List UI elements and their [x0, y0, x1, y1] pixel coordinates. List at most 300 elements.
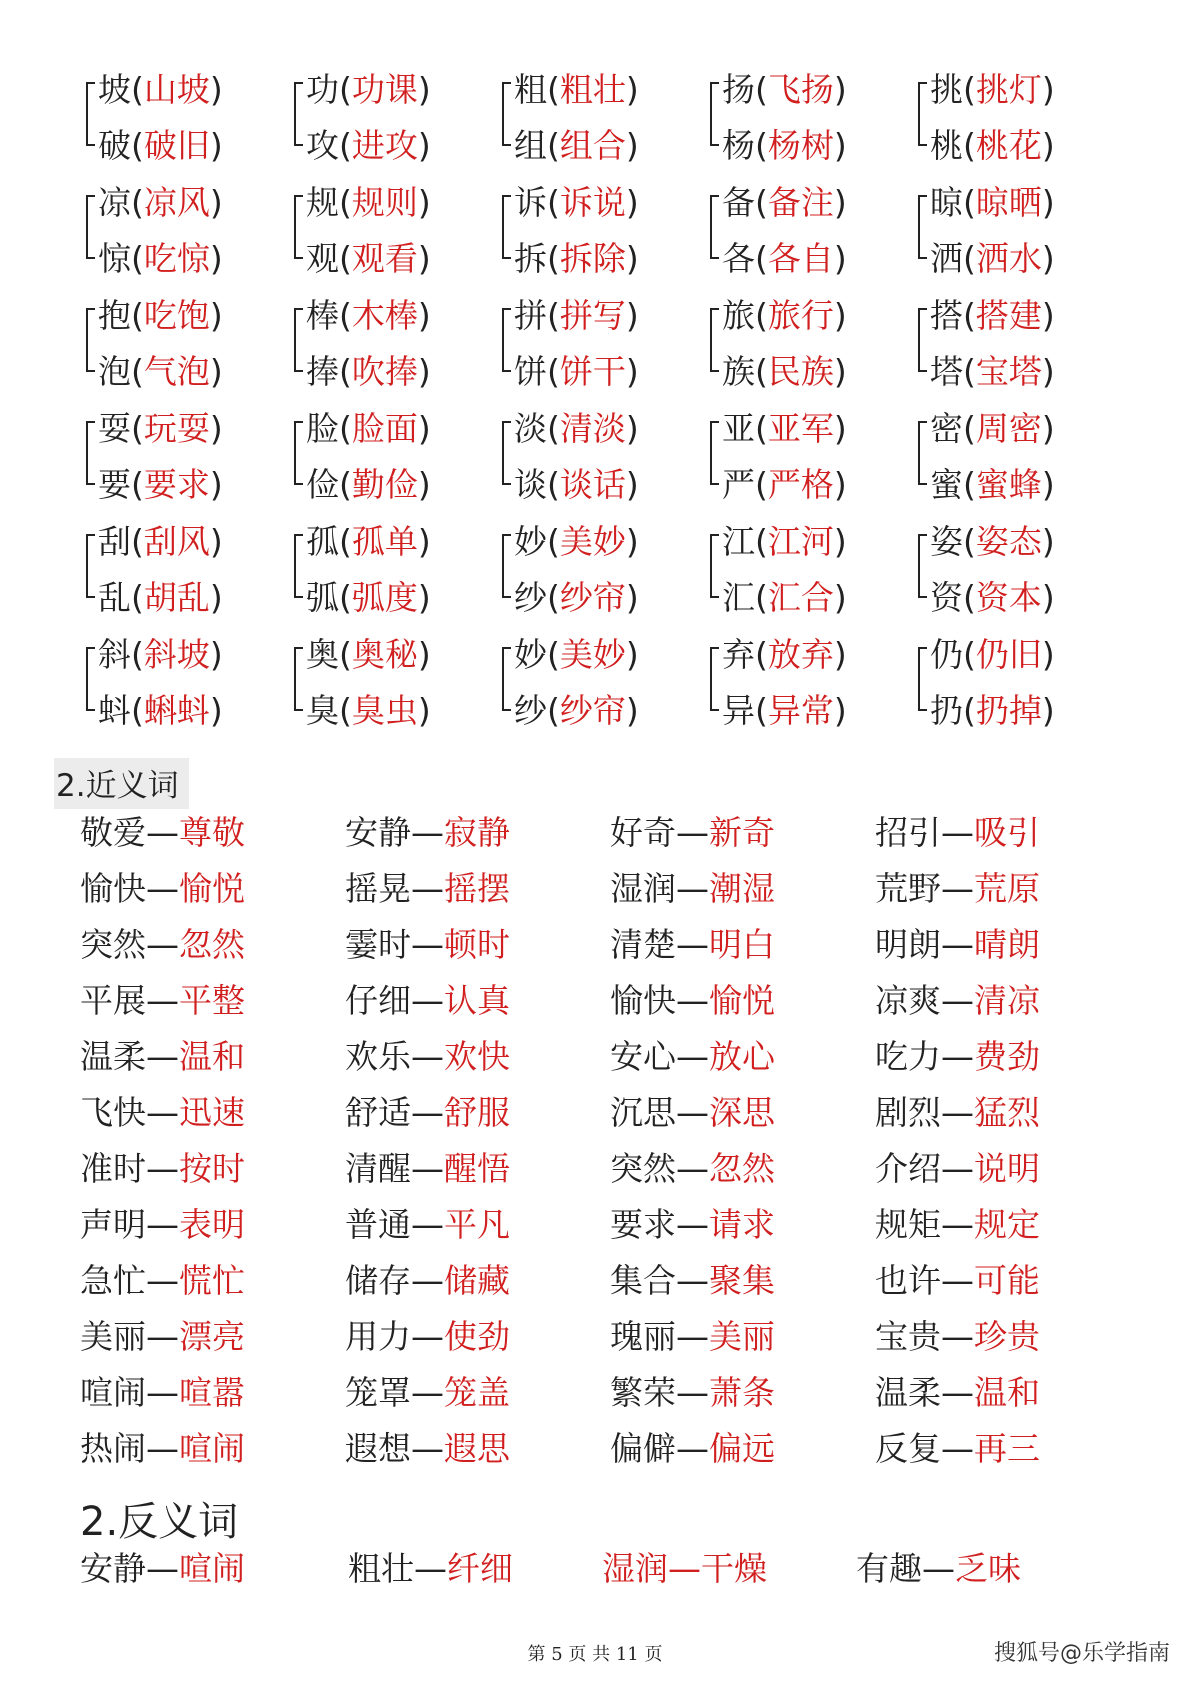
char: 刮 — [98, 522, 131, 561]
char-pair — [294, 514, 502, 627]
char-line — [306, 352, 431, 392]
char: 要 — [98, 465, 131, 504]
paren-close: ) — [625, 578, 639, 617]
synonym-word: 普通 — [345, 1205, 411, 1244]
paren-close: ) — [833, 239, 847, 278]
dash: — — [146, 1261, 179, 1300]
synonym-pair — [610, 810, 875, 866]
synonym-answer: 遐思 — [444, 1429, 510, 1468]
example-word: 搭建 — [975, 296, 1042, 335]
char-pair — [86, 401, 294, 514]
paren-open: ( — [755, 183, 768, 222]
char-line — [306, 635, 431, 675]
paren-open: ( — [963, 522, 976, 561]
paren-close: ) — [625, 691, 639, 730]
pair-row — [86, 175, 1126, 288]
paren-close: ) — [209, 578, 223, 617]
synonym-answer: 欢快 — [444, 1037, 510, 1076]
paren-close: ) — [417, 578, 431, 617]
char-pair — [710, 514, 918, 627]
example-word: 严格 — [767, 465, 834, 504]
synonym-pair — [875, 922, 1140, 978]
example-word: 诉说 — [559, 183, 626, 222]
char: 抱 — [98, 296, 131, 335]
bracket-icon — [86, 82, 95, 146]
dash: — — [411, 1373, 444, 1412]
paren-close: ) — [833, 409, 847, 448]
paren-open: ( — [755, 691, 768, 730]
synonym-word: 招引 — [875, 813, 941, 852]
paren-open: ( — [131, 409, 144, 448]
paren-close: ) — [417, 296, 431, 335]
char-line — [98, 70, 223, 110]
example-word: 规则 — [351, 183, 418, 222]
synonym-answer: 放心 — [709, 1037, 775, 1076]
char-line — [98, 296, 223, 336]
char: 杨 — [722, 126, 755, 165]
paren-close: ) — [1041, 126, 1055, 165]
paren-open: ( — [339, 409, 352, 448]
dash: — — [941, 1261, 974, 1300]
bracket-icon — [502, 421, 511, 485]
synonym-word: 好奇 — [610, 813, 676, 852]
synonym-pair — [875, 1034, 1140, 1090]
char: 挑 — [930, 70, 963, 109]
example-word: 宝塔 — [975, 352, 1042, 391]
synonym-word: 霎时 — [345, 925, 411, 964]
synonym-word: 偏僻 — [610, 1429, 676, 1468]
char: 弧 — [306, 578, 339, 617]
paren-open: ( — [131, 635, 144, 674]
char-line — [98, 691, 223, 731]
synonym-answer: 珍贵 — [974, 1317, 1040, 1356]
synonym-answer: 忽然 — [179, 925, 245, 964]
synonym-answer: 温和 — [974, 1373, 1040, 1412]
synonym-answer: 规定 — [974, 1205, 1040, 1244]
synonym-word: 要求 — [610, 1205, 676, 1244]
paren-open: ( — [755, 465, 768, 504]
synonym-row — [80, 1426, 1140, 1482]
synonym-answer: 储藏 — [444, 1261, 510, 1300]
paren-close: ) — [209, 126, 223, 165]
char-pair — [710, 401, 918, 514]
paren-close: ) — [833, 635, 847, 674]
example-word: 刮风 — [143, 522, 210, 561]
bracket-icon — [502, 647, 511, 711]
example-word: 洒水 — [975, 239, 1042, 278]
synonym-pair — [610, 1090, 875, 1146]
synonym-word: 宝贵 — [875, 1317, 941, 1356]
example-word: 民族 — [767, 352, 834, 391]
paren-open: ( — [547, 296, 560, 335]
char: 纱 — [514, 578, 547, 617]
paren-open: ( — [339, 578, 352, 617]
char-line — [514, 70, 639, 110]
example-word: 纱帘 — [559, 578, 626, 617]
bracket-icon — [710, 421, 719, 485]
synonym-word: 笼罩 — [345, 1373, 411, 1412]
synonym-row — [80, 1202, 1140, 1258]
dash: — — [146, 1093, 179, 1132]
char: 拆 — [514, 239, 547, 278]
bracket-icon — [86, 308, 95, 372]
char-line — [306, 465, 431, 505]
dash: — — [941, 925, 974, 964]
example-word: 玩耍 — [143, 409, 210, 448]
synonym-word: 敬爱 — [80, 813, 146, 852]
example-word: 江河 — [767, 522, 834, 561]
bracket-icon — [86, 647, 95, 711]
char: 惊 — [98, 239, 131, 278]
synonym-pair — [345, 1426, 610, 1482]
synonym-pair — [875, 1202, 1140, 1258]
example-word: 山坡 — [143, 70, 210, 109]
example-word: 勤俭 — [351, 465, 418, 504]
paren-close: ) — [833, 465, 847, 504]
example-word: 仍旧 — [975, 635, 1042, 674]
synonym-row — [80, 1258, 1140, 1314]
synonym-answer: 喧嚣 — [179, 1373, 245, 1412]
paren-close: ) — [209, 70, 223, 109]
char: 妙 — [514, 522, 547, 561]
dash: — — [676, 869, 709, 908]
char: 凉 — [98, 183, 131, 222]
example-word: 吹捧 — [351, 352, 418, 391]
antonyms-heading: 2.反义词 — [80, 1499, 239, 1545]
paren-open: ( — [131, 465, 144, 504]
example-word: 周密 — [975, 409, 1042, 448]
example-word: 美妙 — [559, 522, 626, 561]
dash: — — [941, 1317, 974, 1356]
paren-close: ) — [417, 635, 431, 674]
char: 资 — [930, 578, 963, 617]
char-line — [722, 296, 847, 336]
paren-close: ) — [833, 578, 847, 617]
synonym-pair — [80, 978, 345, 1034]
antonym-word: 安静 — [80, 1549, 146, 1588]
paren-close: ) — [625, 126, 639, 165]
bracket-icon — [710, 308, 719, 372]
char: 异 — [722, 691, 755, 730]
char-line — [98, 522, 223, 562]
page-footer: 第 5 页 共 11 页 — [527, 1644, 663, 1665]
paren-close: ) — [417, 126, 431, 165]
bracket-icon — [294, 308, 303, 372]
char-line — [722, 352, 847, 392]
synonym-pair — [80, 1034, 345, 1090]
char-line — [306, 691, 431, 731]
bracket-icon — [86, 534, 95, 598]
synonym-word: 飞快 — [80, 1093, 146, 1132]
paren-close: ) — [209, 691, 223, 730]
synonym-row — [80, 1090, 1140, 1146]
char-line — [930, 183, 1055, 223]
char-pair — [86, 514, 294, 627]
example-word: 进攻 — [351, 126, 418, 165]
dash: — — [676, 1261, 709, 1300]
example-word: 组合 — [559, 126, 626, 165]
char-line — [722, 70, 847, 110]
example-word: 孤单 — [351, 522, 418, 561]
paren-close: ) — [625, 409, 639, 448]
dash: — — [411, 981, 444, 1020]
example-word: 观看 — [351, 239, 418, 278]
synonym-answer: 认真 — [444, 981, 510, 1020]
char-line — [514, 522, 639, 562]
pair-row — [86, 401, 1126, 514]
paren-close: ) — [1041, 409, 1055, 448]
char: 破 — [98, 126, 131, 165]
paren-close: ) — [1041, 635, 1055, 674]
char-line — [514, 126, 639, 166]
paren-close: ) — [833, 126, 847, 165]
example-word: 蜜蜂 — [975, 465, 1042, 504]
char: 弃 — [722, 635, 755, 674]
paren-open: ( — [755, 409, 768, 448]
char: 孤 — [306, 522, 339, 561]
char-line — [930, 691, 1055, 731]
example-word: 杨树 — [767, 126, 834, 165]
synonym-answer: 喧闹 — [179, 1429, 245, 1468]
paren-close: ) — [417, 522, 431, 561]
dash: — — [676, 925, 709, 964]
char-pair — [294, 627, 502, 740]
paren-open: ( — [963, 635, 976, 674]
paren-open: ( — [755, 296, 768, 335]
paren-open: ( — [963, 183, 976, 222]
synonym-word: 美丽 — [80, 1317, 146, 1356]
dash: — — [941, 869, 974, 908]
paren-open: ( — [131, 70, 144, 109]
dash: — — [676, 1317, 709, 1356]
example-word: 吃惊 — [143, 239, 210, 278]
example-word: 吃饱 — [143, 296, 210, 335]
example-word: 扔掉 — [975, 691, 1042, 730]
paren-open: ( — [755, 70, 768, 109]
example-word: 脸面 — [351, 409, 418, 448]
char-pair — [710, 627, 918, 740]
synonym-pair — [80, 1426, 345, 1482]
bracket-icon — [502, 534, 511, 598]
paren-open: ( — [131, 239, 144, 278]
synonym-word: 喧闹 — [80, 1373, 146, 1412]
paren-close: ) — [1041, 239, 1055, 278]
paren-open: ( — [547, 352, 560, 391]
paren-close: ) — [833, 296, 847, 335]
example-word: 胡乱 — [143, 578, 210, 617]
synonym-pair — [610, 1258, 875, 1314]
paren-open: ( — [339, 691, 352, 730]
synonym-pair — [875, 1370, 1140, 1426]
synonym-pair — [345, 866, 610, 922]
dash: — — [146, 1549, 179, 1588]
char-pair — [86, 62, 294, 175]
char-line — [722, 635, 847, 675]
paren-open: ( — [339, 239, 352, 278]
char: 洒 — [930, 239, 963, 278]
char-line — [98, 352, 223, 392]
paren-open: ( — [547, 126, 560, 165]
bracket-icon — [918, 195, 927, 259]
example-word: 功课 — [351, 70, 418, 109]
char: 蜜 — [930, 465, 963, 504]
synonym-row — [80, 1034, 1140, 1090]
char-pair — [918, 514, 1126, 627]
bracket-icon — [918, 308, 927, 372]
paren-open: ( — [547, 578, 560, 617]
example-word: 清淡 — [559, 409, 626, 448]
synonym-answer: 漂亮 — [179, 1317, 245, 1356]
synonym-pair — [875, 866, 1140, 922]
synonym-pair — [80, 1090, 345, 1146]
synonym-row — [80, 866, 1140, 922]
char: 规 — [306, 183, 339, 222]
dash: — — [676, 1429, 709, 1468]
example-word: 饼干 — [559, 352, 626, 391]
char-pair — [502, 627, 710, 740]
synonym-word: 用力 — [345, 1317, 411, 1356]
dash: — — [411, 869, 444, 908]
synonym-pair — [345, 1258, 610, 1314]
antonym-answer: 干燥 — [701, 1549, 767, 1588]
char: 汇 — [722, 578, 755, 617]
synonym-word: 摇晃 — [345, 869, 411, 908]
paren-close: ) — [1041, 578, 1055, 617]
synonym-answer: 愉悦 — [179, 869, 245, 908]
synonym-pair — [345, 810, 610, 866]
paren-open: ( — [131, 126, 144, 165]
synonym-pair — [345, 922, 610, 978]
dash: — — [414, 1549, 447, 1588]
char: 捧 — [306, 352, 339, 391]
paren-close: ) — [209, 522, 223, 561]
bracket-icon — [710, 534, 719, 598]
synonyms-heading: 2.近义词 — [54, 758, 189, 809]
char: 饼 — [514, 352, 547, 391]
char-line — [930, 522, 1055, 562]
synonym-answer: 舒服 — [444, 1093, 510, 1132]
char: 各 — [722, 239, 755, 278]
synonym-answer: 温和 — [179, 1037, 245, 1076]
char-pair — [502, 175, 710, 288]
char-pair — [710, 175, 918, 288]
synonym-answer: 新奇 — [709, 813, 775, 852]
synonym-pair — [875, 1258, 1140, 1314]
example-word: 粗壮 — [559, 70, 626, 109]
dash: — — [941, 1373, 974, 1412]
paren-open: ( — [963, 465, 976, 504]
char-line — [306, 183, 431, 223]
dash: — — [676, 1205, 709, 1244]
char-pair — [502, 514, 710, 627]
synonym-word: 声明 — [80, 1205, 146, 1244]
char-line — [98, 183, 223, 223]
char-line — [930, 578, 1055, 618]
paren-close: ) — [1041, 691, 1055, 730]
synonym-pair — [875, 978, 1140, 1034]
example-word: 谈话 — [559, 465, 626, 504]
char-line — [514, 239, 639, 279]
paren-close: ) — [209, 465, 223, 504]
dash: — — [941, 1093, 974, 1132]
bracket-icon — [86, 421, 95, 485]
char: 谈 — [514, 465, 547, 504]
dash: — — [676, 1373, 709, 1412]
char: 观 — [306, 239, 339, 278]
char: 坡 — [98, 70, 131, 109]
dash: — — [146, 869, 179, 908]
char-line — [514, 691, 639, 731]
synonym-word: 热闹 — [80, 1429, 146, 1468]
synonym-row — [80, 1370, 1140, 1426]
synonym-word: 凉爽 — [875, 981, 941, 1020]
char: 晾 — [930, 183, 963, 222]
example-word: 资本 — [975, 578, 1042, 617]
synonym-answer: 顿时 — [444, 925, 510, 964]
example-word: 臭虫 — [351, 691, 418, 730]
example-word: 旅行 — [767, 296, 834, 335]
dash: — — [411, 1261, 444, 1300]
synonym-answer: 按时 — [179, 1149, 245, 1188]
paren-open: ( — [963, 296, 976, 335]
dash: — — [146, 925, 179, 964]
char: 严 — [722, 465, 755, 504]
synonym-word: 平展 — [80, 981, 146, 1020]
antonym-pair — [80, 1546, 348, 1592]
char-line — [722, 465, 847, 505]
char-line — [98, 126, 223, 166]
paren-open: ( — [339, 183, 352, 222]
char-pair — [918, 175, 1126, 288]
paren-open: ( — [963, 578, 976, 617]
char: 旅 — [722, 296, 755, 335]
synonym-pair — [610, 866, 875, 922]
paren-open: ( — [963, 70, 976, 109]
synonym-pair — [610, 1034, 875, 1090]
paren-close: ) — [625, 183, 639, 222]
paren-close: ) — [417, 239, 431, 278]
char-pair — [502, 62, 710, 175]
synonym-row — [80, 810, 1140, 866]
dash: — — [146, 1149, 179, 1188]
paren-close: ) — [1041, 183, 1055, 222]
paren-close: ) — [209, 296, 223, 335]
antonym-word: 湿润 — [602, 1549, 668, 1588]
char-pair — [294, 288, 502, 401]
synonym-answer: 笼盖 — [444, 1373, 510, 1412]
paren-close: ) — [209, 635, 223, 674]
synonym-pair — [875, 1426, 1140, 1482]
paren-close: ) — [1041, 70, 1055, 109]
dash: — — [676, 813, 709, 852]
dash: — — [922, 1549, 955, 1588]
paren-close: ) — [209, 239, 223, 278]
example-word: 晾晒 — [975, 183, 1042, 222]
paren-open: ( — [339, 296, 352, 335]
bracket-icon — [918, 82, 927, 146]
paren-close: ) — [417, 70, 431, 109]
antonym-answer: 喧闹 — [179, 1549, 245, 1588]
example-word: 美妙 — [559, 635, 626, 674]
synonym-word: 愉快 — [610, 981, 676, 1020]
paren-close: ) — [1041, 352, 1055, 391]
synonym-pair — [610, 1370, 875, 1426]
paren-close: ) — [1041, 522, 1055, 561]
paren-open: ( — [547, 691, 560, 730]
synonym-pair — [80, 922, 345, 978]
char: 密 — [930, 409, 963, 448]
pair-row — [86, 62, 1126, 175]
